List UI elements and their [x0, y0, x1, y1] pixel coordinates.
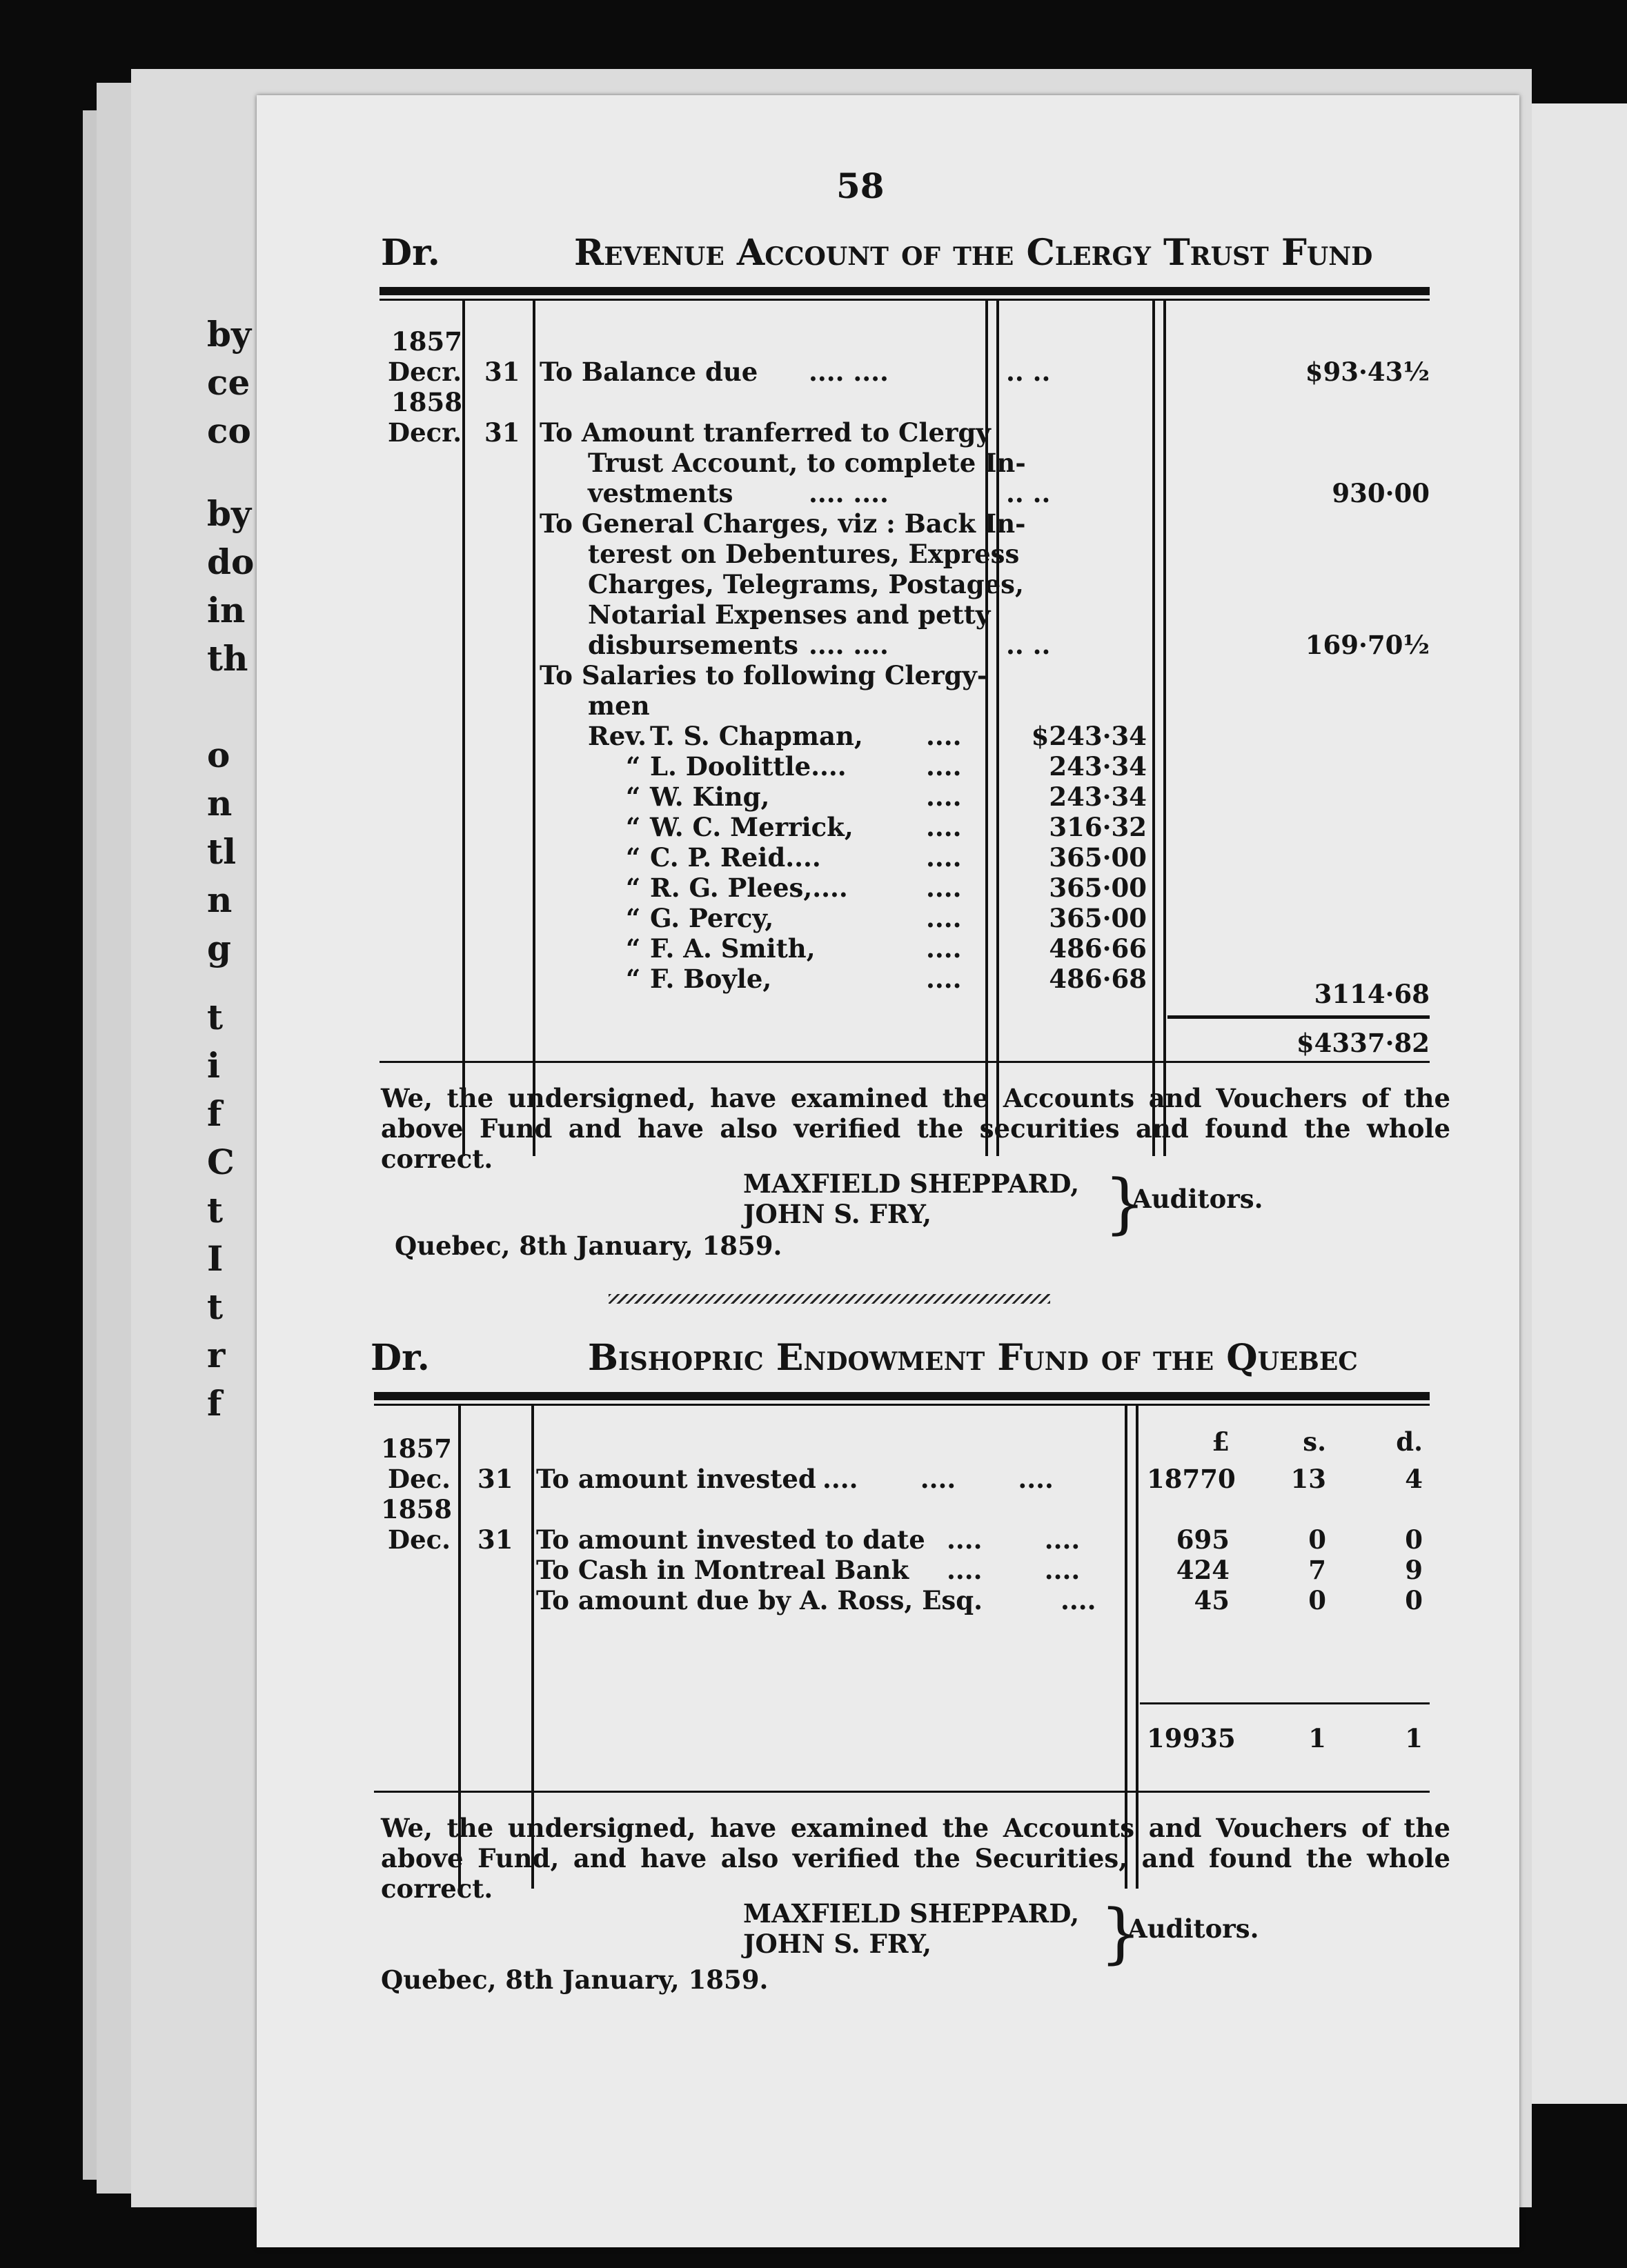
revenue-line-text: Trust Account, to complete In-	[588, 448, 1026, 478]
salary-prefix: “	[626, 903, 641, 933]
salaries-total: 3114·68	[1314, 979, 1430, 1009]
page-number: 58	[836, 166, 885, 206]
auditors-label: Auditors.	[1127, 1913, 1259, 1944]
bishopric-month: Dec.	[388, 1524, 451, 1555]
bishopric-line-text: To amount invested	[536, 1464, 816, 1494]
left-page-text-fragment: r	[207, 1335, 226, 1375]
left-page-text-fragment: by	[207, 493, 252, 534]
leader-dots: .... ....	[809, 357, 889, 387]
document-page	[257, 95, 1519, 2247]
left-page-text-fragment: o	[207, 735, 230, 775]
revenue-bottom-rule	[379, 1061, 1430, 1063]
salary-name: L. Doolittle....	[650, 751, 847, 782]
leader-dots: ....	[926, 903, 962, 933]
bishopric-line-text: To amount invested to date	[536, 1524, 925, 1555]
leader-dots: ....	[926, 812, 962, 842]
salary-name: W. C. Merrick,	[650, 812, 854, 842]
bishopric-year: 1858	[381, 1494, 452, 1524]
revenue-amount: 930·00	[1332, 478, 1430, 508]
amount-pounds: 424	[1176, 1555, 1230, 1585]
revenue-col-divider	[1152, 301, 1155, 1156]
amount-pence: 4	[1405, 1464, 1423, 1494]
total-rule	[1167, 1015, 1430, 1019]
bishopric-dr-label: Dr.	[371, 1337, 430, 1379]
bishopric-month: Dec.	[388, 1464, 451, 1494]
amount-pounds: 18770	[1147, 1464, 1236, 1494]
salary-name: T. S. Chapman,	[650, 721, 863, 751]
amount-shillings: 7	[1308, 1555, 1326, 1585]
leader-dots: ....	[926, 933, 962, 964]
salary-amount: 243·34	[1049, 782, 1147, 812]
left-page-text-fragment: n	[207, 783, 233, 824]
revenue-amount: 169·70½	[1305, 630, 1430, 660]
amount-pence: 9	[1405, 1555, 1423, 1585]
amount-pence: 0	[1405, 1524, 1423, 1555]
revenue-top-rule-thin	[379, 299, 1430, 301]
place-date: Quebec, 8th January, 1859.	[395, 1231, 782, 1261]
left-page-text-fragment: t	[207, 1286, 224, 1327]
amount-shillings: 0	[1308, 1585, 1326, 1615]
salary-name: R. G. Plees,....	[650, 873, 848, 903]
revenue-certificate: We, the undersigned, have examined the Accounts and Vouchers of the above Fund and have also verified the securities and found the whole correct.	[381, 1083, 1450, 1174]
revenue-year: 1858	[391, 387, 462, 417]
left-page-text-fragment: n	[207, 879, 233, 920]
salary-amount: 243·34	[1049, 751, 1147, 782]
salary-prefix: “	[626, 782, 641, 812]
revenue-amount: $93·43½	[1305, 357, 1430, 387]
auditors-brace: }	[1104, 1166, 1146, 1242]
salary-name: F. A. Smith,	[650, 933, 816, 964]
revenue-line-text: To General Charges, viz : Back In-	[540, 508, 1026, 539]
revenue-line-text: Charges, Telegrams, Postages,	[588, 569, 1024, 599]
leader-dots: ....	[926, 842, 962, 873]
salary-prefix: “	[626, 842, 641, 873]
leader-dots: ....	[926, 782, 962, 812]
salary-prefix: “	[626, 964, 641, 994]
leader-dots: ....	[926, 964, 962, 994]
left-page-text-fragment: by	[207, 314, 252, 355]
leader-dots: .. ..	[1006, 357, 1051, 387]
left-page-text-fragment: i	[207, 1045, 220, 1086]
col-shillings: s.	[1303, 1426, 1326, 1457]
total-pence: 1	[1405, 1723, 1423, 1753]
salary-name: G. Percy,	[650, 903, 774, 933]
revenue-col-divider	[462, 301, 465, 1156]
leader-dots: .... .... ....	[822, 1464, 1054, 1494]
col-pounds: £	[1212, 1426, 1230, 1457]
bishopric-top-rule	[374, 1392, 1430, 1400]
revenue-month: Decr.	[388, 357, 462, 387]
auditor-name: MAXFIELD SHEPPARD,	[743, 1168, 1080, 1199]
leader-dots: ....	[926, 751, 962, 782]
leader-dots: ....	[1061, 1585, 1096, 1615]
revenue-line-text: To Amount tranferred to Clergy	[540, 417, 991, 448]
left-page-text-fragment: in	[207, 590, 246, 630]
revenue-year: 1857	[391, 326, 462, 357]
total-rule	[1140, 1702, 1430, 1704]
bishopric-bottom-rule	[374, 1791, 1430, 1793]
left-page-text-fragment: co	[207, 410, 251, 451]
revenue-line-text: men	[588, 690, 650, 721]
facing-page-edge	[1532, 103, 1627, 2104]
revenue-day: 31	[484, 417, 520, 448]
revenue-title: Revenue Account of the Clergy Trust Fund	[574, 232, 1373, 274]
revenue-col-divider	[1163, 301, 1166, 1156]
left-page-text-fragment: tl	[207, 831, 237, 872]
amount-pence: 0	[1405, 1585, 1423, 1615]
leader-dots: .... ....	[947, 1555, 1081, 1585]
salary-amount: 365·00	[1049, 903, 1147, 933]
revenue-line-text: disbursements	[588, 630, 798, 660]
leader-dots: ....	[926, 721, 962, 751]
left-page-text-fragment: f	[207, 1383, 222, 1424]
amount-pounds: 45	[1194, 1585, 1230, 1615]
left-page-text-fragment: th	[207, 638, 248, 679]
left-page-text-fragment: ce	[207, 362, 250, 403]
bishopric-title: Bishopric Endowment Fund of the Quebec	[588, 1337, 1358, 1379]
auditor-name: JOHN S. FRY,	[743, 1929, 931, 1959]
left-page-text-fragment: t	[207, 997, 224, 1037]
salary-amount: 486·68	[1049, 964, 1147, 994]
salary-name: F. Boyle,	[650, 964, 772, 994]
revenue-line-text: terest on Debentures, Express	[588, 539, 1020, 569]
total-shillings: 1	[1308, 1723, 1326, 1753]
salary-prefix: “	[626, 933, 641, 964]
auditor-name: JOHN S. FRY,	[743, 1199, 931, 1229]
salary-amount: $243·34	[1031, 721, 1147, 751]
revenue-grand-total: $4337·82	[1296, 1028, 1430, 1058]
auditors-label: Auditors.	[1132, 1184, 1263, 1214]
revenue-line-text: Notarial Expenses and petty	[588, 599, 991, 630]
bishopric-certificate: We, the undersigned, have examined the Accounts and Vouchers of the above Fund, and have also verified the Securities, and found the whole correct.	[381, 1813, 1450, 1904]
total-pounds: 19935	[1147, 1723, 1236, 1753]
left-page-text-fragment: g	[207, 928, 231, 968]
amount-shillings: 13	[1290, 1464, 1326, 1494]
left-page-text-fragment: t	[207, 1190, 224, 1231]
leader-dots: ....	[926, 873, 962, 903]
salary-name: C. P. Reid....	[650, 842, 821, 873]
revenue-dr-label: Dr.	[381, 232, 440, 274]
left-page-text-fragment: I	[207, 1238, 224, 1279]
bishopric-line-text: To amount due by A. Ross, Esq.	[536, 1585, 983, 1615]
leader-dots: .. ..	[1006, 478, 1051, 508]
left-page-text-fragment: C	[207, 1142, 235, 1182]
revenue-line-text: vestments	[588, 478, 733, 508]
revenue-col-divider	[996, 301, 999, 1156]
revenue-line-text: To Salaries to following Clergy-	[540, 660, 988, 690]
salary-name: W. King,	[650, 782, 770, 812]
bishopric-year: 1857	[381, 1433, 452, 1464]
leader-dots: .. ..	[1006, 630, 1051, 660]
salary-prefix: Rev.	[588, 721, 647, 751]
salary-prefix: “	[626, 812, 641, 842]
auditors-brace: }	[1100, 1896, 1142, 1971]
bishopric-line-text: To Cash in Montreal Bank	[536, 1555, 909, 1585]
salary-amount: 316·32	[1049, 812, 1147, 842]
col-pence: d.	[1396, 1426, 1423, 1457]
section-ornament	[609, 1294, 1050, 1304]
bishopric-day: 31	[477, 1524, 513, 1555]
leader-dots: .... ....	[809, 630, 889, 660]
salary-prefix: “	[626, 873, 641, 903]
leader-dots: .... ....	[809, 478, 889, 508]
bishopric-day: 31	[477, 1464, 513, 1494]
amount-shillings: 0	[1308, 1524, 1326, 1555]
revenue-top-rule	[379, 287, 1430, 295]
salary-prefix: “	[626, 751, 641, 782]
left-page-text-fragment: do	[207, 541, 255, 582]
revenue-day: 31	[484, 357, 520, 387]
revenue-month: Decr.	[388, 417, 462, 448]
left-page-text-fragment: f	[207, 1093, 222, 1134]
revenue-line-text: To Balance due	[540, 357, 758, 387]
revenue-col-divider	[533, 301, 535, 1156]
amount-pounds: 695	[1176, 1524, 1230, 1555]
salary-amount: 365·00	[1049, 842, 1147, 873]
salary-amount: 365·00	[1049, 873, 1147, 903]
leader-dots: .... ....	[947, 1524, 1081, 1555]
auditor-name: MAXFIELD SHEPPARD,	[743, 1898, 1080, 1929]
place-date: Quebec, 8th January, 1859.	[381, 1964, 769, 1995]
salary-amount: 486·66	[1049, 933, 1147, 964]
